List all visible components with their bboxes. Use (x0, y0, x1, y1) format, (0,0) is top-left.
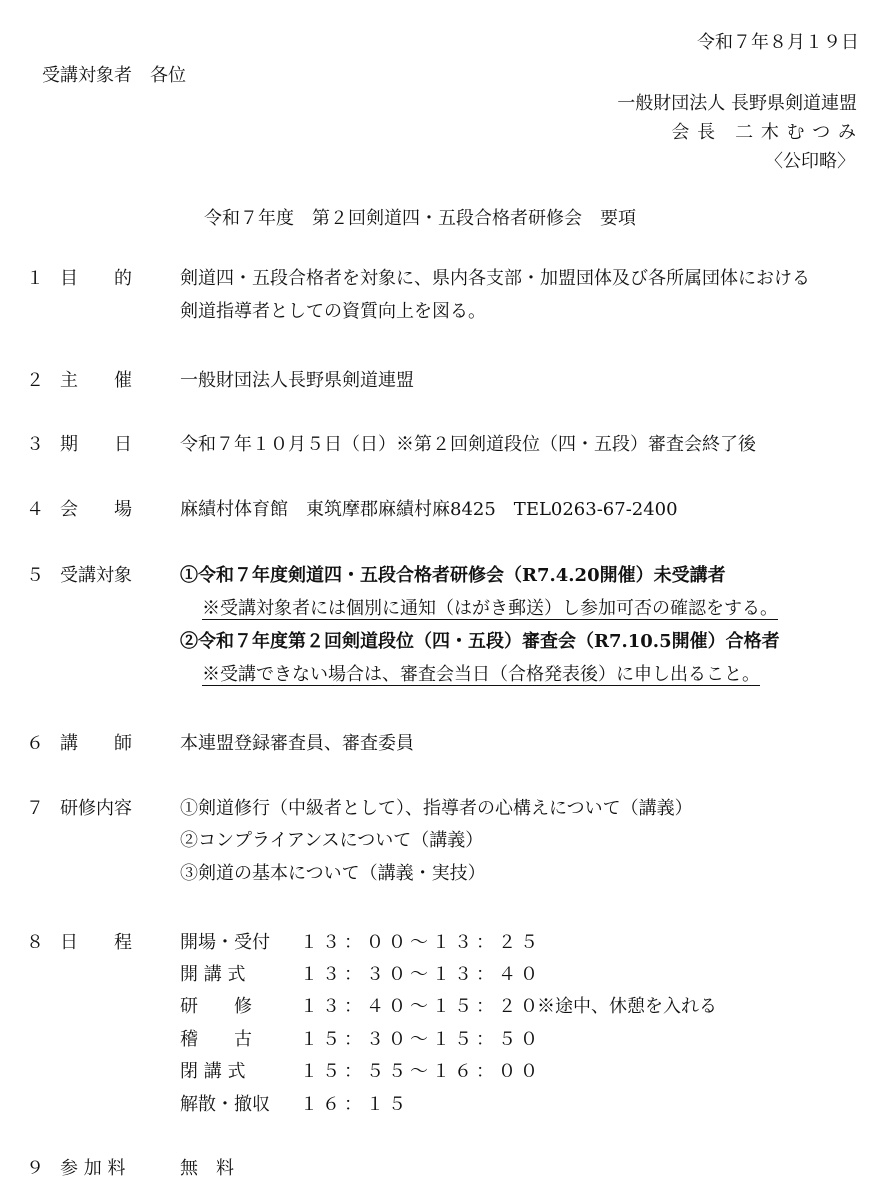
content-item: ①剣道修行（中級者として）、指導者の心構えについて（講義） (180, 798, 693, 819)
eligibility-note-1: ※受講対象者には個別に通知（はがき郵送）し参加可否の確認をする。 (202, 598, 778, 619)
section-number: ４ (26, 499, 44, 520)
section-label: 講 師 (60, 733, 132, 754)
section-label: 日 程 (60, 932, 132, 953)
schedule-item-name: 解散・撤収 (180, 1094, 270, 1115)
section-text: 無 料 (180, 1158, 234, 1179)
document-date: 令和７年８月１９日 (697, 32, 859, 53)
addressee: 受講対象者 各位 (42, 65, 186, 86)
section-number: ８ (26, 932, 44, 953)
schedule-item-name: 開 講 式 (180, 964, 246, 985)
section-number: ２ (26, 370, 44, 391)
section-number: ３ (26, 434, 44, 455)
section-text: 剣道四・五段合格者を対象に、県内各支部・加盟団体及び各所属団体における (180, 268, 810, 289)
section-number: ５ (26, 565, 44, 586)
organization-name: 一般財団法人 長野県剣道連盟 (617, 93, 857, 114)
schedule-item-name: 開場・受付 (180, 932, 270, 953)
schedule-item-time: １５：３０～１５：５０ (300, 1029, 542, 1050)
section-number: ９ (26, 1158, 44, 1179)
section-number: ６ (26, 733, 44, 754)
section-label: 参 加 料 (60, 1158, 126, 1179)
president-name: 会 長 二 木 む つ み (671, 122, 857, 143)
content-item: ②コンプライアンスについて（講義） (180, 830, 484, 851)
schedule-item-name: 閉 講 式 (180, 1061, 246, 1082)
document-title: 令和７年度 第２回剣道四・五段合格者研修会 要項 (204, 208, 636, 229)
section-label: 目 的 (60, 268, 132, 289)
schedule-item-time: １３：４０～１５：２０ (300, 996, 542, 1017)
seal-omitted-note: 〈公印略〉 (765, 151, 855, 172)
section-text: 麻績村体育館 東筑摩郡麻績村麻8425 TEL0263-67-2400 (180, 499, 678, 520)
eligibility-item-2: ②令和７年度第２回剣道段位（四・五段）審査会（R7.10.5開催）合格者 (180, 631, 780, 652)
section-number: ７ (26, 798, 44, 819)
schedule-item-name: 稽 古 (180, 1029, 252, 1050)
section-label: 研修内容 (60, 798, 132, 819)
section-label: 主 催 (60, 370, 132, 391)
section-text: 一般財団法人長野県剣道連盟 (180, 370, 414, 391)
schedule-item-time: １６：１５ (300, 1094, 410, 1115)
section-label: 受講対象 (60, 565, 132, 586)
schedule-item-name: 研 修 (180, 996, 252, 1017)
eligibility-note-2: ※受講できない場合は、審査会当日（合格発表後）に申し出ること。 (202, 664, 760, 685)
section-text: 本連盟登録審査員、審査委員 (180, 733, 414, 754)
section-number: １ (26, 268, 44, 289)
section-label: 期 日 (60, 434, 132, 455)
schedule-item-time: １３：００～１３：２５ (300, 932, 542, 953)
schedule-item-time: １３：３０～１３：４０ (300, 964, 542, 985)
eligibility-item-1: ①令和７年度剣道四・五段合格者研修会（R7.4.20開催）未受講者 (180, 565, 726, 586)
schedule-item-time: １５：５５～１６：００ (300, 1061, 542, 1082)
section-text: 剣道指導者としての資質向上を図る。 (180, 301, 486, 322)
section-label: 会 場 (60, 499, 132, 520)
section-text: 令和７年１０月５日（日）※第２回剣道段位（四・五段）審査会終了後 (180, 434, 756, 455)
schedule-item-note: ※途中、休憩を入れる (537, 996, 717, 1017)
content-item: ③剣道の基本について（講義・実技） (180, 863, 486, 884)
